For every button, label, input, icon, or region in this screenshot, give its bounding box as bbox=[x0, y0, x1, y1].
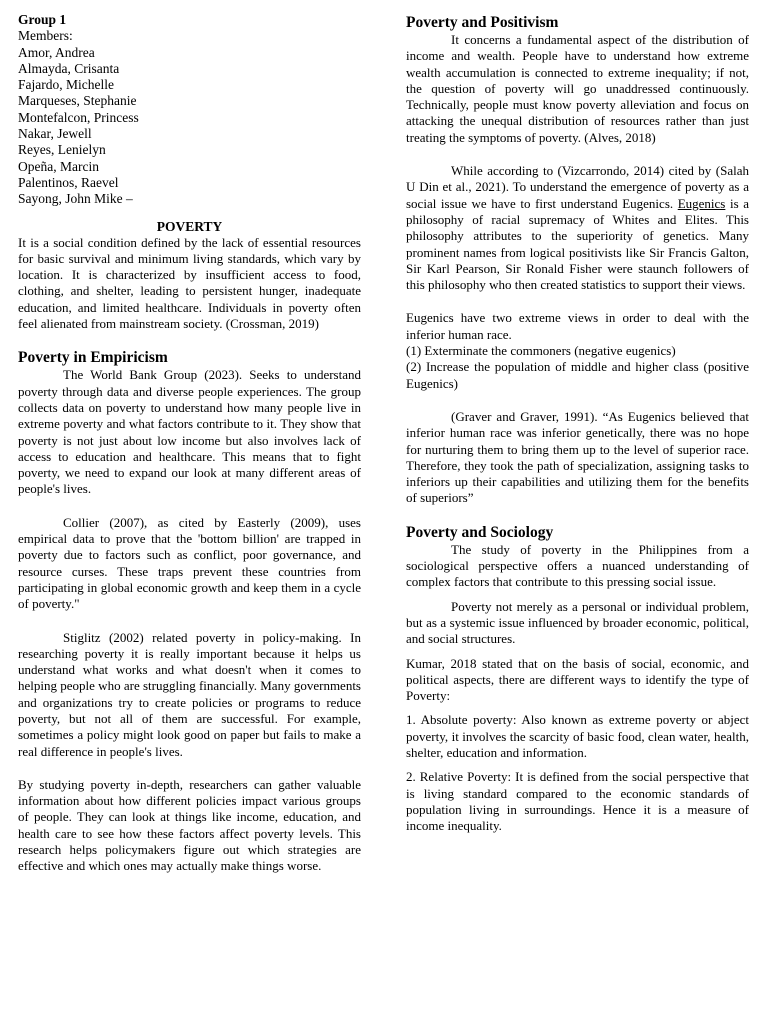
eugenics-underlined-term: Eugenics bbox=[677, 195, 726, 211]
left-column bbox=[18, 12, 361, 875]
group-title: Group 1 bbox=[18, 12, 67, 27]
graver-quote: (Graver and Graver, 1991). “As Eugenics believed that inferior human race was inferior genetically, there was no hope for nurturing them to bring them up to the level of superior race. Therefore, they took the path of specialization, assigning tasks to inferiors up their capabilities and utilizing them for the benefits of superiors” bbox=[406, 408, 749, 506]
empiricism-paragraph-1: The World Bank Group (2023). Seeks to understand poverty through data and diverse people experiences. The group collects data on poverty to understand how many people live in extreme poverty and what factors contribute to it. They show that poverty is not just about low income but also involves lack of access to education and healthcare. This means that to fight poverty, we need to expand our look at many different areas of people's lives. bbox=[18, 367, 361, 497]
member-name: Almayda, Crisanta bbox=[18, 60, 120, 76]
members-label: Members: bbox=[18, 28, 73, 44]
eugenics-view-1: (1) Exterminate the commoners (negative eugenics) bbox=[406, 343, 676, 359]
sociology-paragraph-3: Kumar, 2018 stated that on the basis of social, economic, and political aspects, there are different ways to identify the type of Poverty: bbox=[406, 655, 749, 704]
empiricism-paragraph-4: By studying poverty in-depth, researchers can gather valuable information about how different policies impact various groups of people. They can look at things like income, education, and health care to see how these factors affect poverty levels. This research helps policymakers figure out which strategies are effective and which ones may actually make things worse. bbox=[18, 776, 361, 874]
right-column bbox=[406, 14, 749, 834]
member-name: Sayong, John Mike – bbox=[18, 191, 133, 207]
eugenics-view-2: (2) Increase the population of middle and higher class (positive Eugenics) bbox=[406, 359, 749, 391]
poverty-title: POVERTY bbox=[156, 218, 223, 234]
sociology-paragraph-1: The study of poverty in the Philippines from a sociological perspective offers a nuanced understanding of complex factors that contribute to this pressing social issue. bbox=[406, 541, 749, 590]
eugenics-views-intro: Eugenics have two extreme views in order to deal with the inferior human race. bbox=[406, 310, 749, 342]
relative-poverty-item: 2. Relative Poverty: It is defined from the social perspective that is living standard compared to the economic standards of population living in surroundings. Hence it is a measure of income inequality. bbox=[406, 769, 749, 834]
sociology-heading: Poverty and Sociology bbox=[406, 523, 554, 541]
positivism-paragraph-2-end: is a philosophy of racial supremacy of Whites and Elites. This philosophy attributes to the superiority of genetics. Many prominent names from logical positivists like Sir Francis Galton, Sir Karl Pearson, Sir Ronald Fisher were staunch followers of this philosophy who then created statistics to support their views. bbox=[406, 195, 749, 293]
positivism-paragraph-2-start: While according to (Vizcarrondo, 2014) cited by (Salah U Din et al., 2021). To understand the emergence of poverty as a social issue we have to first understand Eugenics. bbox=[406, 163, 749, 211]
poverty-definition: It is a social condition defined by the lack of essential resources for basic survival and minimum living standards, which vary by location. It is characterized by insufficient access to food, clothing, and shelter, leading to persistent hunger, inadequate education, and limited healthcare. Individuals in poverty often feel alienated from mainstream society. (Crossman, 2019) bbox=[18, 234, 361, 332]
member-name: Amor, Andrea bbox=[18, 44, 95, 60]
positivism-heading: Poverty and Positivism bbox=[406, 14, 559, 31]
positivism-paragraph-2 bbox=[406, 163, 749, 293]
member-name: Opeña, Marcin bbox=[18, 158, 99, 174]
member-name: Montefalcon, Princess bbox=[18, 109, 139, 125]
positivism-paragraph-1: It concerns a fundamental aspect of the distribution of income and wealth. People have to understand how extreme wealth accumulation is connected to extreme inequality; if not, the question of poverty will go unaddressed continuously. Technically, people must know poverty alleviation and focus on attacking the unequal distribution of resources rather than just treating the symptoms of poverty. (Alves, 2018) bbox=[406, 32, 749, 145]
member-name: Reyes, Lenielyn bbox=[18, 142, 106, 158]
member-name: Fajardo, Michelle bbox=[18, 77, 114, 93]
absolute-poverty-item: 1. Absolute poverty: Also known as extreme poverty or abject poverty, it involves the scarcity of basic food, clean water, health, shelter, education and information. bbox=[406, 712, 749, 760]
empiricism-paragraph-3: Stiglitz (2002) related poverty in policy-making. In researching poverty it is really important because it helps us understand what works and what doesn't when it comes to helping people who are struggling financially. Many governments and organizations try to create policies or programs to reduce poverty, but not all of them are successful. For example, sometimes a policy might look good on paper but fails to make a real difference in people's lives. bbox=[18, 629, 361, 759]
empiricism-heading: Poverty in Empiricism bbox=[18, 349, 168, 367]
member-name: Palentinos, Raevel bbox=[18, 174, 119, 190]
empiricism-paragraph-2: Collier (2007), as cited by Easterly (2009), uses empirical data to prove that the 'bottom billion' are trapped in poverty due to factors such as conflict, poor governance, and resource curses. These traps prevent these countries from participating in global economic growth and keep them in a cycle of poverty." bbox=[18, 514, 361, 612]
members-list bbox=[18, 45, 361, 208]
sociology-paragraph-2: Poverty not merely as a personal or individual problem, but as a systemic issue influenced by broader economic, political, and social structures. bbox=[406, 598, 749, 647]
member-name: Nakar, Jewell bbox=[18, 126, 92, 142]
member-name: Marqueses, Stephanie bbox=[18, 93, 137, 109]
